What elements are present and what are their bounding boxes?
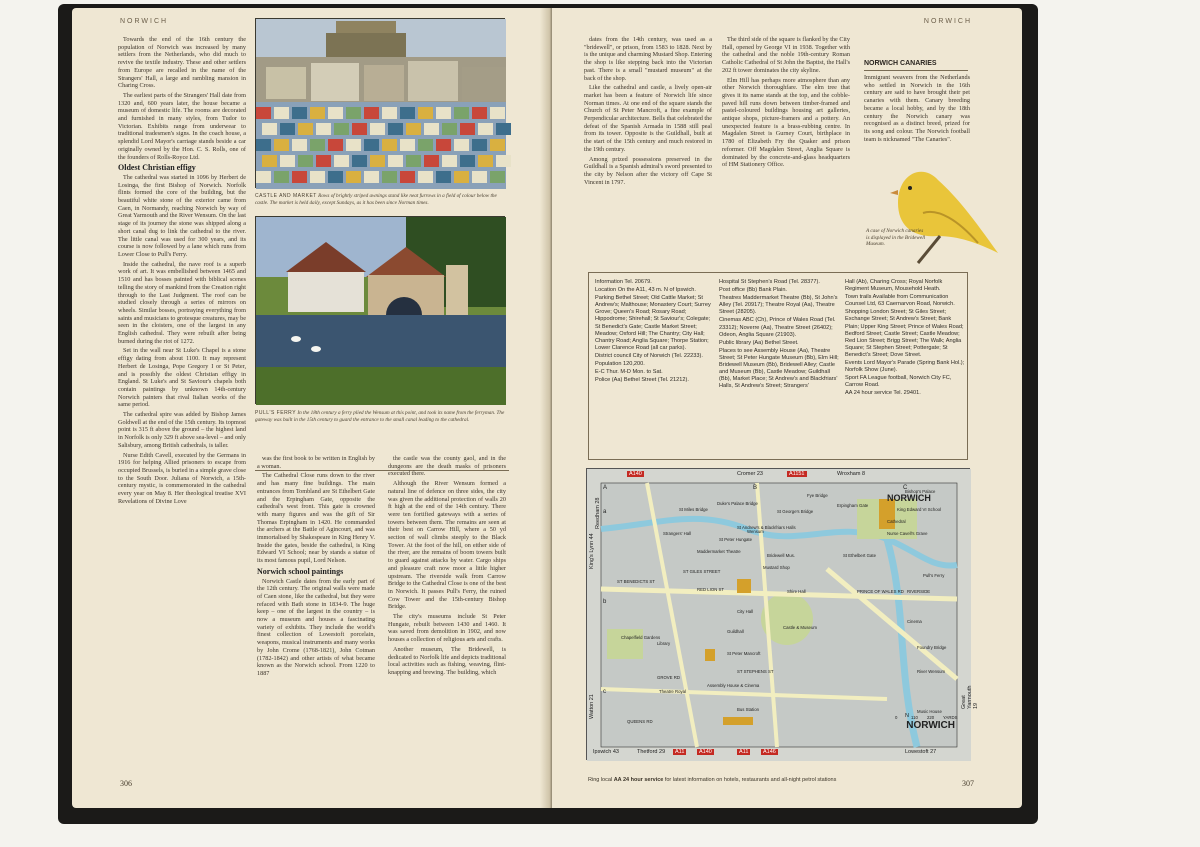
market-awning — [280, 155, 295, 167]
market-awning — [454, 171, 469, 183]
market-awning — [364, 171, 379, 183]
body-paragraph: The third side of the square is flanked by the City Hall, opened by George VI in 1938. Together with the cathedral and the noble 19th-century Roman Catholic Cathedral of St John the Baptist, the Hall's 202 ft tower dominates the city skyline. — [722, 36, 850, 74]
market-awning — [382, 171, 397, 183]
market-awning — [490, 171, 505, 183]
town-info-box — [588, 272, 968, 460]
market-awning — [256, 171, 271, 183]
map-scale-label: YARDS — [943, 715, 958, 720]
info-entry: E-C Thur. M-D Mon. to Sat. — [595, 369, 663, 376]
town-map — [586, 468, 979, 760]
right-column-2 — [722, 36, 850, 268]
map-edge-label-bottom: Thetford 29 — [637, 749, 666, 755]
market-awning — [316, 155, 331, 167]
body-paragraph: The Cathedral Close runs down to the river and has many fine buildings. The main entrances from Tombland are St Ethelbert Gate and the Erpingham Gate, opposite the cathedral's west front. This gate is crowned with many figures and was the gift of Sir Thomas Erpingham in 1420. He commanded the archers at the Battle of Agincourt, and was immortalised by Shakespeare in King Henry V. Inside the gates, beside the cathedral, is King Edward VI School; near by stands a statue of its most famous pupil, Lord Nelson. — [257, 472, 375, 565]
market-awning — [334, 123, 349, 135]
map-place-label: St Miles Bridge — [679, 507, 708, 512]
market-awning — [274, 139, 289, 151]
map-grid-number: a — [603, 509, 607, 515]
market-awning — [280, 123, 295, 135]
body-paragraph: Although the River Wensum formed a natural line of defence on three sides, the city was given the additional protection of walls 20 ft high at the end of the 14th century. There were ten fortified gateways with a series of towers between them. The remains are seen at their best on Carrow Hill, where a 50 yd section of wall climbs steeply to the Black Tower. At the foot of the hill, on either side of the river, are the remains of boom towers built to guard against attacks by water. Cargo ships and pleasure craft now moor a little higher upstream. The riverside walk from Carrow Bridge to the Cathedral Close is one of the best in Norwich. It passes Pull's Ferry, the ruined Cow Tower and the 15th-century Bishop Bridge. — [388, 480, 506, 611]
info-column-1 — [595, 279, 713, 385]
market-awning — [310, 171, 325, 183]
market-awning — [256, 139, 271, 151]
body-paragraph: Like the cathedral and castle, a lively open-air market has been a feature of Norwich life since Norman times. At one end of the square stands the Church of St Peter Mancroft, a fine example of Perpendicular architecture. Bells that celebrated the defeat of the Spanish Armada in 1588 still peal from its tower. Opposite is the Guildhall, built at the start of the 15th century and much restored in the 19th century. — [584, 84, 712, 153]
info-entry: AA 24 hour service Tel. 29401. — [845, 390, 921, 397]
sidebar-text-canaries: Immigrant weavers from the Netherlands who settled in Norwich in the 16th century are said to have brought their pet canaries with them. Canary breeding became a local hobby, and by the 18th century the Norwich canary was recognised as a distinct breed, prized for its song and colour. The Norwich football team is nicknamed "The Canaries". — [864, 74, 970, 143]
market-awning — [346, 171, 361, 183]
market-awning — [436, 107, 451, 119]
map-place-label: King Edward VI School — [897, 507, 941, 512]
map-street-label: QUEENS RD — [627, 719, 653, 724]
body-paragraph: Nurse Edith Cavell, executed by the Germans in 1916 for helping Allied prisoners to escape from occupied Brussels, is buried in a simple grave close to the South Door. Juliana of Norwich, a 15th-century mystic, is commemorated in the cathedral every year on May 8. Her theological treatise XVI Revelations of Divine Love — [118, 451, 246, 505]
body-paragraph: The city's museums include St Peter Hungate, rebuilt between 1430 and 1460. It was saved from demolition in 1902, and now houses a collection of religious arts and crafts. — [388, 613, 506, 644]
map-place-label: Shire Hall — [787, 589, 806, 594]
info-entry: Sport FA League football, Norwich City FC, Carrow Road. — [845, 375, 952, 389]
market-awning — [496, 155, 511, 167]
body-paragraph: Towards the end of the 16th century the population of Norwich was increased by many settlers from the Netherlands, who did much to revive the textile industry. These and other settlers from Europe are recalled in the name of the Strangers' Hall, a large and rambling mansion in Charing Cross. — [118, 36, 246, 90]
sidebar-rule — [864, 70, 968, 71]
map-edge-label-left: Reedham 28 — [595, 497, 601, 529]
map-edge-label-bottom: A11 — [739, 749, 749, 755]
map-place-label: Strangers' Hall — [663, 531, 692, 536]
market-awning — [478, 155, 493, 167]
left-column-1 — [118, 36, 246, 786]
map-edge-label-bottom: Lowestoft 27 — [905, 749, 937, 755]
map-place-label: Castle & Museum — [783, 625, 817, 630]
map-scale-label: 110 — [911, 715, 918, 720]
market-awning — [472, 171, 487, 183]
map-edge-label-right: Great Yarmouth 19 — [961, 685, 979, 709]
map-street-label: PRINCE OF WALES RD — [857, 589, 904, 594]
map-north-arrow: N — [905, 713, 909, 719]
market-awning — [262, 123, 277, 135]
map-edge-label-bottom: A140 — [699, 749, 712, 755]
map-place-label: Cinema — [907, 619, 922, 624]
market-awning — [400, 139, 415, 151]
info-entry: Information Tel. 20679. — [595, 279, 652, 285]
map-scale-label: 0 — [895, 715, 898, 720]
paras-3 — [388, 455, 506, 677]
paras-1a — [118, 36, 246, 161]
body-paragraph: dates from the 14th century, was used as a "bridewell", or prison, from 1583 to 1828. Next by is the unique and charming Mustard Shop. Entering the shop is like stepping back into the Victorian past. There is a small "mustard museum" at the back of the shop. — [584, 36, 712, 82]
market-awning — [364, 139, 379, 151]
footer-note-pre: Ring local — [588, 777, 614, 783]
paras-1b — [118, 174, 246, 506]
body-paragraph: Norwich Castle dates from the early part of the 12th century. The original walls were made of Caen stone, like the cathedral, but they were refaced with Bath stone in 1834-9. The huge keep – one of the largest in the country – is now a museum and houses a fascinating variety of exhibits. They include the world's finest collection of Lowestoft porcelain, weapons, musical instruments and many works by John Crome (1768-1821), John Cotman (1782-1842) and other artists of what became known as the Norwich school. From 1220 to 1887 — [257, 577, 375, 677]
market-awning — [460, 155, 475, 167]
market-awning — [298, 123, 313, 135]
market-awning — [490, 107, 505, 119]
info-entry: Hall (Ab), Charing Cross; Royal Norfolk Regiment Museum, Mousehold Heath. — [845, 279, 943, 293]
caption-title-pulls-ferry: PULL'S FERRY — [255, 410, 297, 416]
map-street-label: RED LION ST — [697, 587, 724, 592]
map-edge-label-bottom: A146 — [763, 749, 776, 755]
paras-2b — [257, 578, 375, 678]
market-awning — [364, 107, 379, 119]
market-awning — [382, 107, 397, 119]
right-column-1 — [584, 36, 712, 268]
market-awning — [406, 123, 421, 135]
map-title-bottom: NORWICH — [906, 720, 955, 731]
caption-text-castle-market: Rows of brightly striped awnings stand like neat furrows in a field of colour below the castle. The market is held daily, except Sundays, as it has been since Norman times. — [255, 193, 497, 206]
paras-r1 — [584, 36, 712, 186]
info-entry: Hospital St Stephen's Road (Tel. 28377). — [719, 279, 820, 285]
map-grid-letter: B — [753, 485, 758, 491]
map-street-label: ST STEPHENS ST — [737, 669, 774, 674]
map-street-label: RIVERSIDE — [907, 589, 931, 594]
photo-caption-castle-market — [255, 193, 505, 206]
body-paragraph: Among prized possessions preserved in the Guildhall is a Spanish admiral's sword presented to the city by Nelson after the victory off Cape St Vincent in 1797. — [584, 155, 712, 186]
market-awning — [316, 123, 331, 135]
map-edge-label-left: Watton 21 — [589, 694, 595, 719]
map-grid-letter: C — [903, 485, 908, 491]
info-entry: Population 120,200. — [595, 361, 645, 368]
map-place-label: Library — [657, 641, 671, 646]
info-entry: Cinemas ABC (Ch), Prince of Wales Road (Tel. 23312); Noverre (Aa), Theatre Street (26402); Odeon, Anglia Square (21903). — [719, 317, 836, 338]
map-place-label: Mustard Shop — [763, 565, 790, 570]
map-edge-label-top: Cromer 23 — [737, 471, 763, 477]
sidebar-title-canaries: NORWICH CANARIES — [864, 60, 937, 67]
info-column-3 — [845, 279, 965, 399]
map-scale-label: 220 — [927, 715, 935, 720]
map-place-label: Bishop's Palace — [905, 489, 936, 494]
map-place-label: Bridewell Mus. — [767, 553, 795, 558]
map-place-label: River Wensum — [917, 669, 946, 674]
map-edge-label-left: King's Lynn 44 — [589, 533, 595, 569]
market-awning — [370, 155, 385, 167]
paras-r2 — [722, 36, 850, 169]
photo-caption-pulls-ferry — [255, 410, 505, 423]
market-awning — [298, 155, 313, 167]
photo-pulls-ferry — [255, 216, 505, 404]
info-entry: Public library (Aa) Bethel Street. — [719, 339, 799, 346]
body-paragraph: Elm Hill has perhaps more atmosphere than any other Norwich thoroughfare. The elm tree that gives it its name stands at the top, and the cobble-paved hill runs down between timber-framed and pastel-coloured buildings housing art galleries, antique shops, picture-framers and a pottery. An unexpected feature is a brass-rubbing centre. In Magdalen Street is Gurney Court, birthplace in 1780 of Elizabeth Fry the Quaker and prison reformer. Off Magdalen Street, Anglia Square is dominated by the concrete-and-glass headquarters of HM Stationery Office. — [722, 76, 850, 169]
market-awning — [346, 107, 361, 119]
market-awning — [454, 107, 469, 119]
market-awning — [274, 171, 289, 183]
map-place-label: St Andrew's & Blackfriars Halls — [737, 525, 796, 530]
info-entry: Theatres Maddermarket Theatre (Bb), St John's Alley (Tel. 20917); Theatre Royal (Aa), Theatre Street (28205). — [719, 295, 838, 316]
canary-illustration-icon — [878, 158, 1008, 268]
caption-title-castle-market: CASTLE AND MARKET — [255, 193, 317, 199]
map-street-label: ST BENEDICTS ST — [617, 579, 655, 584]
canary-caption: A case of Norwich canaries is displayed in the Bridewell Museum. — [866, 228, 926, 247]
map-place-label: Cathedral — [887, 519, 906, 524]
market-awning — [472, 107, 487, 119]
market-awning — [292, 139, 307, 151]
map-place-label: St Peter Hungate — [719, 537, 752, 542]
body-paragraph: the castle was the county gaol, and in the dungeons are the death masks of prisoners executed there. — [388, 455, 506, 478]
body-paragraph: was the first book to be written in English by a woman. — [257, 455, 375, 470]
info-entry: District council City of Norwich (Tel. 22233). — [595, 352, 703, 359]
map-place-label: Erpingham Gate — [837, 503, 869, 508]
body-paragraph: Another museum, The Bridewell, is dedicated to Norfolk life and depicts traditional local activities such as fishing, weaving, flint-knapping and brewing. The building, which — [388, 645, 506, 676]
page-number-right: 307 — [962, 779, 974, 788]
map-place-label: Chapelfield Gardens — [621, 635, 661, 640]
info-entry: Events Lord Mayor's Parade (Spring Bank Hol.); Norfolk Show (June). — [845, 360, 965, 374]
map-edge-label-top: Wroxham 8 — [837, 471, 866, 477]
map-place-label: Foundry Bridge — [917, 645, 947, 650]
market-awning — [418, 107, 433, 119]
heading-oldest-effigy: Oldest Christian effigy — [118, 163, 196, 173]
page-number-left: 306 — [120, 779, 132, 788]
map-title: NORWICH — [887, 493, 931, 503]
market-awning — [388, 155, 403, 167]
market-awning — [292, 107, 307, 119]
market-awning — [442, 123, 457, 135]
market-awning — [406, 155, 421, 167]
market-awning — [436, 171, 451, 183]
market-awning — [454, 139, 469, 151]
market-awning — [310, 107, 325, 119]
market-awning — [472, 139, 487, 151]
caption-text-pulls-ferry: In the 18th century a ferry plied the Wensum at this point, and took its name from the ferryman. The gateway was built in the 15th century to guard the entrance to the small canal leading to the cathedral. — [255, 410, 505, 423]
map-title-box — [887, 493, 931, 503]
map-place-label: Pull's Ferry — [923, 573, 945, 578]
market-awning — [256, 107, 271, 119]
pulls-ferry-image — [256, 217, 506, 405]
market-awning — [328, 139, 343, 151]
castle-market-image — [256, 19, 506, 189]
market-awning — [460, 123, 475, 135]
map-place-label: Assembly House & Cinema — [707, 683, 760, 688]
info-entry: Parking Bethel Street; Old Cattle Market; St Andrew's; Malthouse; Monastery Court; Surrey Grove; Queen's Road; Rosary Road; Hippodrome; Shirehall; St Saviour's; Colegate; St Benedict's Gate; Castle Market Street; Meadow; Oxford Hill; The Chantry; City Hall; Chantry Road; Anglia Square; Thorpe Station; Lower Clarence Road (all car parks). — [595, 295, 711, 351]
map-place-label: City Hall — [737, 609, 753, 614]
info-entry: Location On the A11, 43 m. N of Ipswich. — [595, 287, 696, 294]
body-paragraph: The cathedral was started in 1096 by Herbert de Losinga, the first Bishop of Norwich. Norfolk flints formed the core of the building, but the beautiful white stone of the exterior came from Caen, in Normandy, reaching Norwich by way of Great Yarmouth and the River Wensum. On the last stage of its journey the stone was shipped along a short canal dug to link the cathedral to the river. The little canal was used for 300 years, and its course is now followed by a lane which runs from Lower Close to Pull's Ferry. — [118, 173, 246, 258]
map-place-label: St Ethelbert Gate — [843, 553, 876, 558]
map-place-label: Music House — [917, 709, 942, 714]
body-paragraph: Inside the cathedral, the nave roof is a superb work of art. It was embellished between 1465 and 1510 and has bosses painted with biblical scenes telling the story of mankind from the Creation right through to the Last Judgment. The roof can be studied closely through a series of mirrors on wheels. Similar bosses, portraying everything from saints and musicians to grotesque creatures, may be seen in the cloisters, one of the largest in any English cathedral. They were rebuilt after being burned during the riot of 1272. — [118, 260, 246, 345]
market-awning — [424, 155, 439, 167]
map-street-label: ST GILES STREET — [683, 569, 721, 574]
left-column-2 — [257, 455, 375, 783]
info-entry: Town trails Available from Communication Counsel Ltd, 63 Caernarvon Road, Norwich. — [845, 294, 955, 308]
map-edge-label-bottom: A11 — [675, 749, 685, 755]
market-awning — [418, 171, 433, 183]
map-place-label: Maddermarket Theatre — [697, 549, 741, 554]
market-awning — [352, 123, 367, 135]
photo-castle-market — [255, 18, 505, 188]
market-awning — [496, 123, 511, 135]
footer-note — [588, 777, 836, 783]
map-place-label: Guildhall — [727, 629, 744, 634]
map-grid-number: b — [603, 599, 607, 605]
map-place-label: Duke's Palace Bridge — [717, 501, 758, 506]
market-awning — [328, 107, 343, 119]
market-awning — [400, 107, 415, 119]
map-grid-letter: A — [603, 485, 608, 491]
market-awning — [382, 139, 397, 151]
map-edge-label-bottom: Ipswich 43 — [593, 749, 619, 755]
market-awning — [418, 139, 433, 151]
map-edge-label-top: A1151 — [789, 471, 805, 477]
market-awning — [334, 155, 349, 167]
map-place-label: Fye Bridge — [807, 493, 828, 498]
map-place-label: Bus Station — [737, 707, 759, 712]
market-awning — [478, 123, 493, 135]
info-entry: Police (Aa) Bethel Street (Tel. 21212). — [595, 377, 689, 384]
footer-note-bold: AA 24 hour service — [613, 777, 664, 783]
map-grid-number: c — [603, 689, 606, 695]
heading-norwich-school: Norwich school paintings — [257, 566, 344, 576]
market-awning — [274, 107, 289, 119]
market-awning — [400, 171, 415, 183]
map-place-label: St George's Bridge — [777, 509, 814, 514]
market-awning — [436, 139, 451, 151]
left-page — [72, 8, 548, 808]
market-awning — [262, 155, 277, 167]
body-paragraph: Set in the wall near St Luke's Chapel is a stone effigy dating from about 1100. It may represent Herbert de Losinga, Pope Gregory I or St Peter, and is possibly the oldest Christian effigy in England. St Luke's and St Saviour's chapels both contain paintings by unknown 14th-century Norwich painters that rival Italian works of the same period. — [118, 347, 246, 409]
market-awning — [292, 171, 307, 183]
market-awning — [310, 139, 325, 151]
info-column-2 — [719, 279, 839, 391]
market-awning — [328, 171, 343, 183]
left-column-3 — [388, 455, 506, 783]
market-awning — [442, 155, 457, 167]
market-awning — [490, 139, 505, 151]
info-entry: Shopping London Street; St Giles Street; Exchange Street; St Andrew's Street; Bank Plain; Upper King Street; Prince of Wales Road; Bedford Street; Castle Street; Castle Meadow; Red Lion Street; Brigg Street; The Walk; Anglia Square; St Stephen Street; Pottergate; St Benedict's Street; Dove Street. — [845, 309, 964, 358]
map-street-label: GROVE RD — [657, 675, 680, 680]
market-awning — [352, 155, 367, 167]
paras-2a — [257, 455, 375, 565]
map-edge-label-top: A140 — [629, 471, 642, 477]
footer-note-post: for latest information on hotels, restaurants and all-night petrol stations — [663, 777, 837, 783]
market-awning — [370, 123, 385, 135]
info-entry: Post office (Bb) Bank Plain. — [719, 287, 787, 294]
running-head-left: NORWICH — [120, 18, 169, 25]
info-entry: Places to see Assembly House (Aa), Theatre Street; St Peter Hungate Museum (Bb), Elm Hill; Bridewell Museum (Bb), Bridewell Alley; Castle and Museum (Bb), Castle Meadow; Guildhall (Bb), Market Place; St Andrew's and Blackfriars' Halls, St Andrew's Street; Strangers' — [719, 347, 839, 390]
map-place-label: Wensum — [747, 529, 764, 534]
market-awning — [346, 139, 361, 151]
map-place-label: Nurse Cavell's Grave — [887, 531, 928, 536]
map-place-label: Theatre Royal — [659, 689, 686, 694]
market-awning — [388, 123, 403, 135]
body-paragraph: The earliest parts of the Strangers' Hall date from 1320 and, 600 years later, the house became a museum of domestic life. The rooms are decorated and furnished in many styles, from Tudor to Victorian. Exhibits range from underwear to traditional tradesmen's signs. In the coach house, a splendid Lord Mayor's carriage stands beside a car originally owned by the Hon. C. S. Rolls, one of the founders of Rolls-Royce Ltd. — [118, 91, 246, 161]
market-awning — [424, 123, 439, 135]
running-head-right: NORWICH — [923, 18, 972, 25]
body-paragraph: The cathedral spire was added by Bishop James Goldwell at the end of the 15th century. Its topmost point is 315 ft above the ground – the highest land in Norfolk is only 329 ft above sea-level – and only Salisbury, among British cathedrals, is taller. — [118, 411, 246, 449]
map-place-label: St Peter Mancroft — [727, 651, 761, 656]
